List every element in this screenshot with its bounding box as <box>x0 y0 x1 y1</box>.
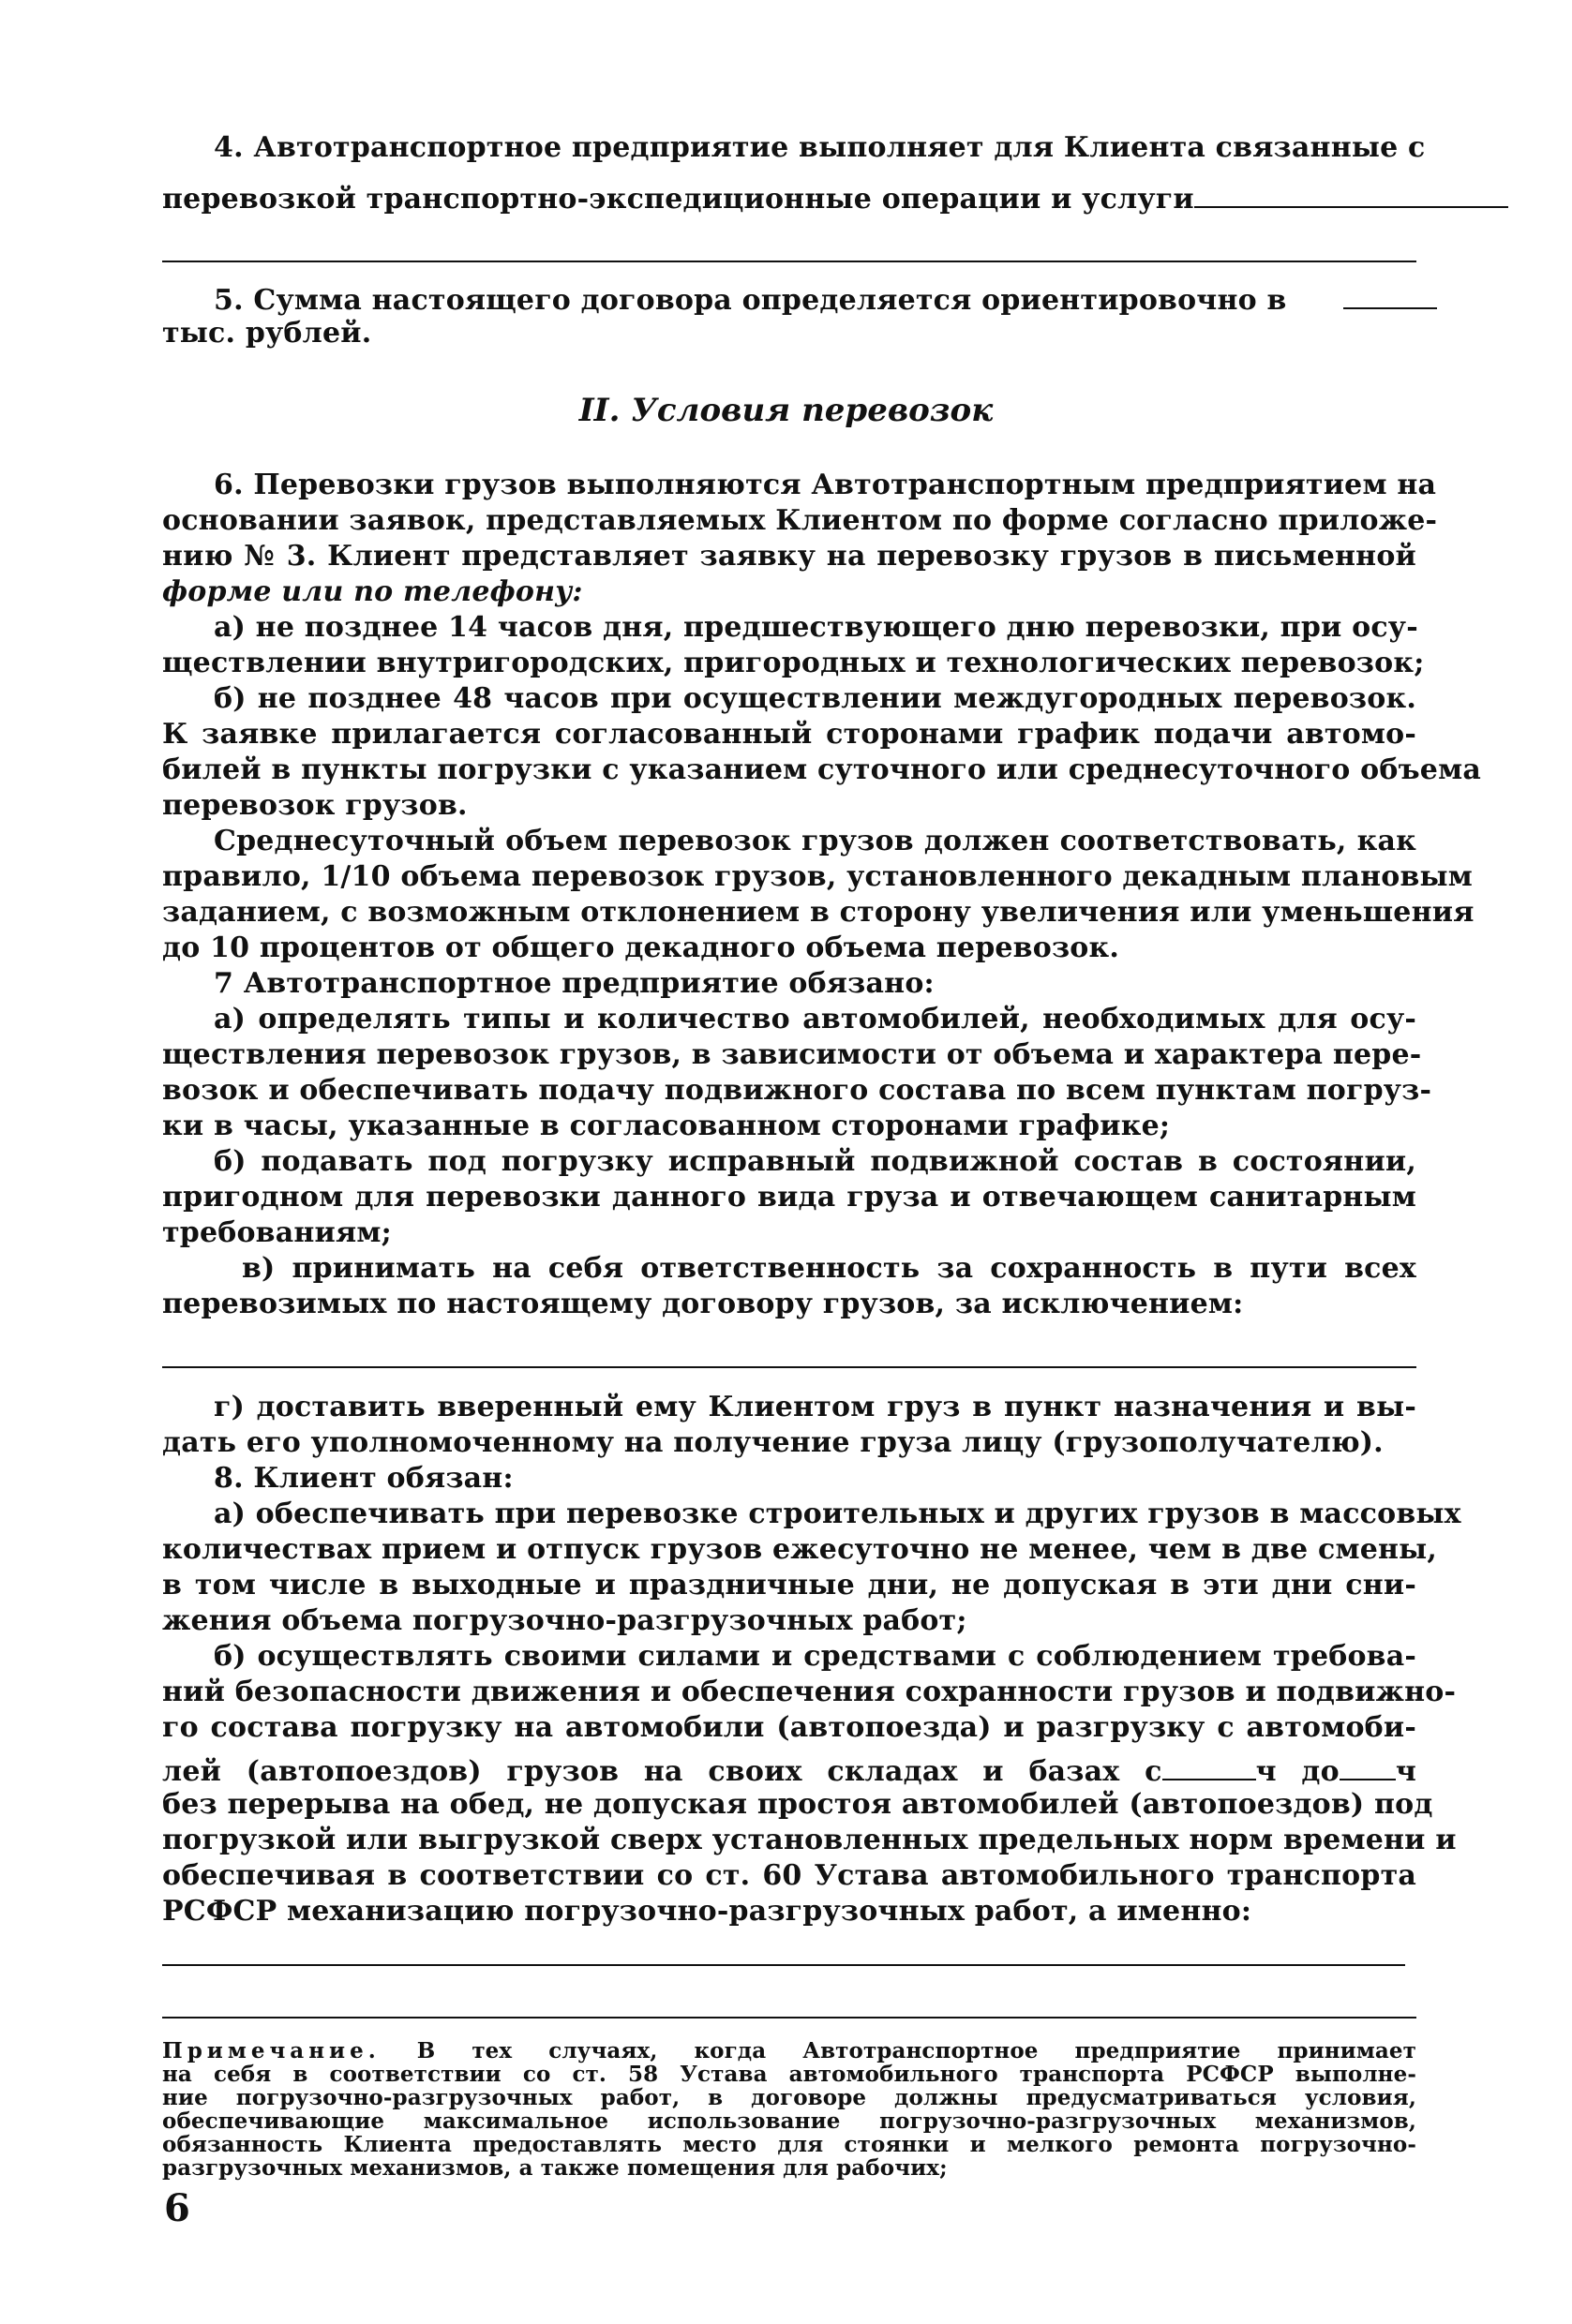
fraction-one-tenth: 1/10 <box>321 860 391 893</box>
p7-b-line-3: требованиям; <box>162 1216 392 1249</box>
note-line-4: обеспечивающие максимальное использование погрузочно-разгрузочных механизмов, <box>162 2108 1416 2134</box>
p6-line-2: основании заявок, представляемых Клиентом по форме согласно приложе- <box>162 504 1438 537</box>
section-heading: II. Условия перевозок <box>578 392 994 429</box>
note-line-3: ние погрузочно-разгрузочных работ, в договоре должны предусматриваться условия, <box>162 2085 1416 2110</box>
p6-line-3: нию № 3. Клиент представляет заявку на перевозку грузов в письменной <box>162 540 1416 573</box>
page-number: 6 <box>164 2186 190 2230</box>
hours-label: ч <box>1395 1755 1417 1788</box>
fill-in-rule <box>162 1366 1416 1368</box>
fill-in-rule <box>162 2017 1416 2019</box>
p6-line-1: 6. Перевозки грузов выполняются Автотранспортным предприятием на <box>214 469 1437 501</box>
p6-c-line-1: К заявке прилагается согласованный сторонами график подачи автомо- <box>162 718 1416 751</box>
p7-a-line-2: ществления перевозок грузов, в зависимости от объема и характера пере- <box>162 1038 1422 1071</box>
p5-line-2: тыс. рублей. <box>162 317 372 350</box>
p8-b-line-7: обеспечивая в соответствии со ст. 60 Устава автомобильного транспорта <box>162 1859 1416 1892</box>
p6-d-line-1: Среднесуточный объем перевозок грузов должен соответствовать, как <box>214 825 1416 857</box>
p8-b-line-2: ний безопасности движения и обеспечения сохранности грузов и подвижно- <box>162 1676 1457 1708</box>
p7-c-line-2: перевозимых по настоящему договору грузов, за исключением: <box>162 1288 1244 1320</box>
p8-a-line-2: количествах прием и отпуск грузов ежесуточно не менее, чем в две смены, <box>162 1533 1438 1566</box>
p8-b-line-8: РСФСР механизацию погрузочно-разгрузочных работ, а именно: <box>162 1895 1252 1928</box>
p6-d-line-2-start: правило, <box>162 860 322 893</box>
fill-in-blank <box>1340 1752 1396 1780</box>
p8-b-line-5: без перерыва на обед, не допуская простоя автомобилей (автопоездов) под <box>162 1788 1433 1821</box>
p5-line-1-text: 5. Сумма настоящего договора определяется ориентировочно в <box>214 284 1287 317</box>
hours-label: ч до <box>1255 1755 1340 1788</box>
note-line-5: обязанность Клиента предоставлять место для стоянки и мелкого ремонта погрузочно- <box>162 2132 1416 2157</box>
p8-a-line-4: жения объема погрузочно-разгрузочных работ; <box>162 1604 967 1637</box>
p8-b-line-1: б) осуществлять своими силами и средствами с соблюдением требова- <box>214 1640 1416 1673</box>
p8-line-1: 8. Клиент обязан: <box>214 1462 514 1495</box>
p7-line-1: 7 Автотранспортное предприятие обязано: <box>214 967 935 1000</box>
p4-line-2 <box>162 180 1416 216</box>
p8-b-line-4-text: лей (автопоездов) грузов на своих складах и базах с <box>162 1755 1162 1788</box>
note-line-1-text: В тех случаях, когда Автотранспортное предприятие принимает <box>380 2038 1416 2063</box>
p6-d-line-4: до 10 процентов от общего декадного объема перевозок. <box>162 931 1120 964</box>
p7-g-line-2: дать его уполномоченному на получение груза лицу (грузополучателю). <box>162 1426 1384 1459</box>
p6-a-line-2: ществлении внутригородских, пригородных и технологических перевозок; <box>162 647 1425 679</box>
fill-in-blank <box>1343 281 1437 309</box>
p6-c-line-2: билей в пункты погрузки с указанием суточного или среднесуточного объема <box>162 753 1481 786</box>
p8-a-line-1: а) обеспечивать при перевозке строительных и других грузов в массовых <box>214 1497 1461 1530</box>
p7-a-line-3: возок и обеспечивать подачу подвижного состава по всем пунктам погруз- <box>162 1074 1432 1107</box>
note-line-6: разгрузочных механизмов, а также помещения для рабочих; <box>162 2155 948 2181</box>
p7-a-line-1: а) определять типы и количество автомобилей, необходимых для осу- <box>214 1003 1416 1035</box>
p4-line-2-text: перевозкой транспортно-экспедиционные операции и услуги <box>162 183 1194 216</box>
p8-b-line-3: го состава погрузку на автомобили (автопоезда) и разгрузку с автомоби- <box>162 1711 1416 1744</box>
p6-a-line-1: а) не позднее 14 часов дня, предшествующего дню перевозки, при осу- <box>214 611 1418 644</box>
p7-c-line-1: в) принимать на себя ответственность за сохранность в пути всех <box>242 1252 1416 1285</box>
p7-b-line-2: пригодном для перевозки данного вида груза и отвечающем санитарным <box>162 1181 1416 1214</box>
p6-c-line-3: перевозок грузов. <box>162 789 468 822</box>
p6-b-line-1: б) не позднее 48 часов при осуществлении междугородных перевозок. <box>214 682 1416 715</box>
p6-d-line-2-end: объема перевозок грузов, установленного декадным плановым <box>390 860 1474 893</box>
note-line-2: на себя в соответствии со ст. 58 Устава автомобильного транспорта РСФСР выполне- <box>162 2062 1416 2087</box>
fill-in-rule <box>162 261 1416 262</box>
p8-b-line-4 <box>162 1752 1416 1789</box>
note-line-1 <box>162 2039 1416 2063</box>
p6-d-line-2 <box>162 860 1474 894</box>
p6-line-4: форме или по телефону: <box>162 575 583 608</box>
p4-line-1: 4. Автотранспортное предприятие выполняет для Клиента связанные с <box>214 131 1426 164</box>
p7-g-line-1: г) доставить вверенный ему Клиентом груз в пункт назначения и вы- <box>214 1391 1416 1423</box>
p7-b-line-1: б) подавать под погрузку исправный подвижной состав в состоянии, <box>214 1145 1416 1178</box>
p7-a-line-4: ки в часы, указанные в согласованном сторонами графике; <box>162 1110 1171 1142</box>
fill-in-blank <box>1194 180 1508 208</box>
note-label: Примечание. <box>162 2038 381 2063</box>
fill-in-rule <box>162 1964 1405 1966</box>
p8-b-line-6: погрузкой или выгрузкой сверх установленных предельных норм времени и <box>162 1824 1457 1856</box>
p8-a-line-3: в том числе в выходные и праздничные дни, не допуская в эти дни сни- <box>162 1569 1416 1601</box>
p6-d-line-3: заданием, с возможным отклонением в сторону увеличения или уменьшения <box>162 896 1475 929</box>
fill-in-blank <box>1162 1752 1256 1780</box>
p5-line-1 <box>214 281 1416 318</box>
